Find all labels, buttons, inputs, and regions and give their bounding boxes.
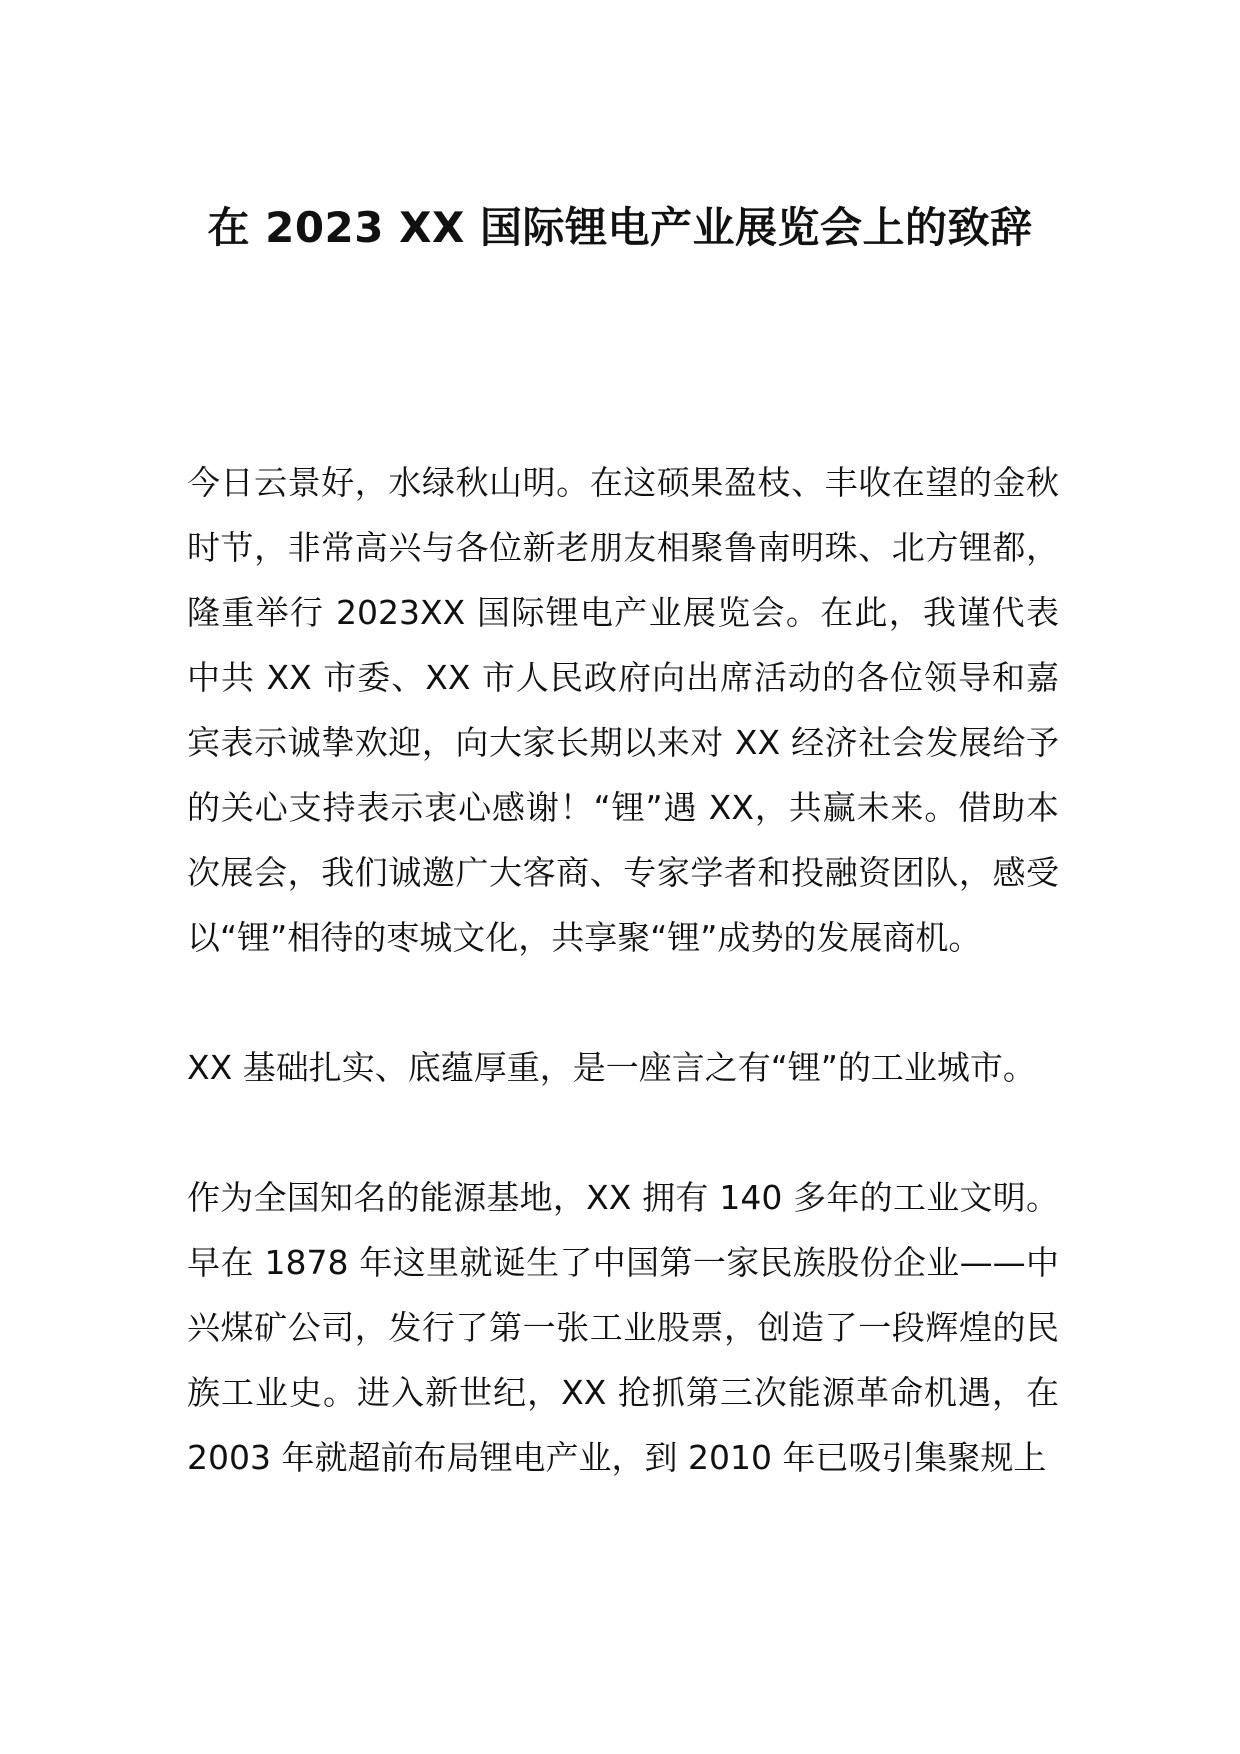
document-body	[187, 450, 1059, 1490]
document-title: 在 2023 XX 国际锂电产业展览会上的致辞	[207, 203, 1033, 252]
paragraph-history: 作为全国知名的能源基地，XX 拥有 140 多年的工业文明。早在 1878 年这里就诞生了中国第一家民族股份企业——中兴煤矿公司，发行了第一张工业股票，创造了一段辉煌的民族工业史。进入新世纪，XX 抢抓第三次能源革命机遇，在 2003 年就超前布局锂电产业，到 2010 年已吸引集聚规上	[187, 1178, 1059, 1477]
paragraph-opening: 今日云景好，水绿秋山明。在这硕果盈枝、丰收在望的金秋时节，非常高兴与各位新老朋友相聚鲁南明珠、北方锂都，隆重举行 2023XX 国际锂电产业展览会。在此，我谨代表中共 XX 市委、XX 市人民政府向出席活动的各位领导和嘉宾表示诚挚欢迎，向大家长期以来对 XX 经济社会发展给予的关心支持表示衷心感谢！“锂”遇 XX，共赢未来。借助本次展会，我们诚邀广大客商、专家学者和投融资团队，感受以“锂”相待的枣城文化，共享聚“锂”成势的发展商机。	[187, 463, 1059, 957]
paragraph-foundation: XX 基础扎实、底蕴厚重，是一座言之有“锂”的工业城市。	[187, 1048, 1036, 1087]
